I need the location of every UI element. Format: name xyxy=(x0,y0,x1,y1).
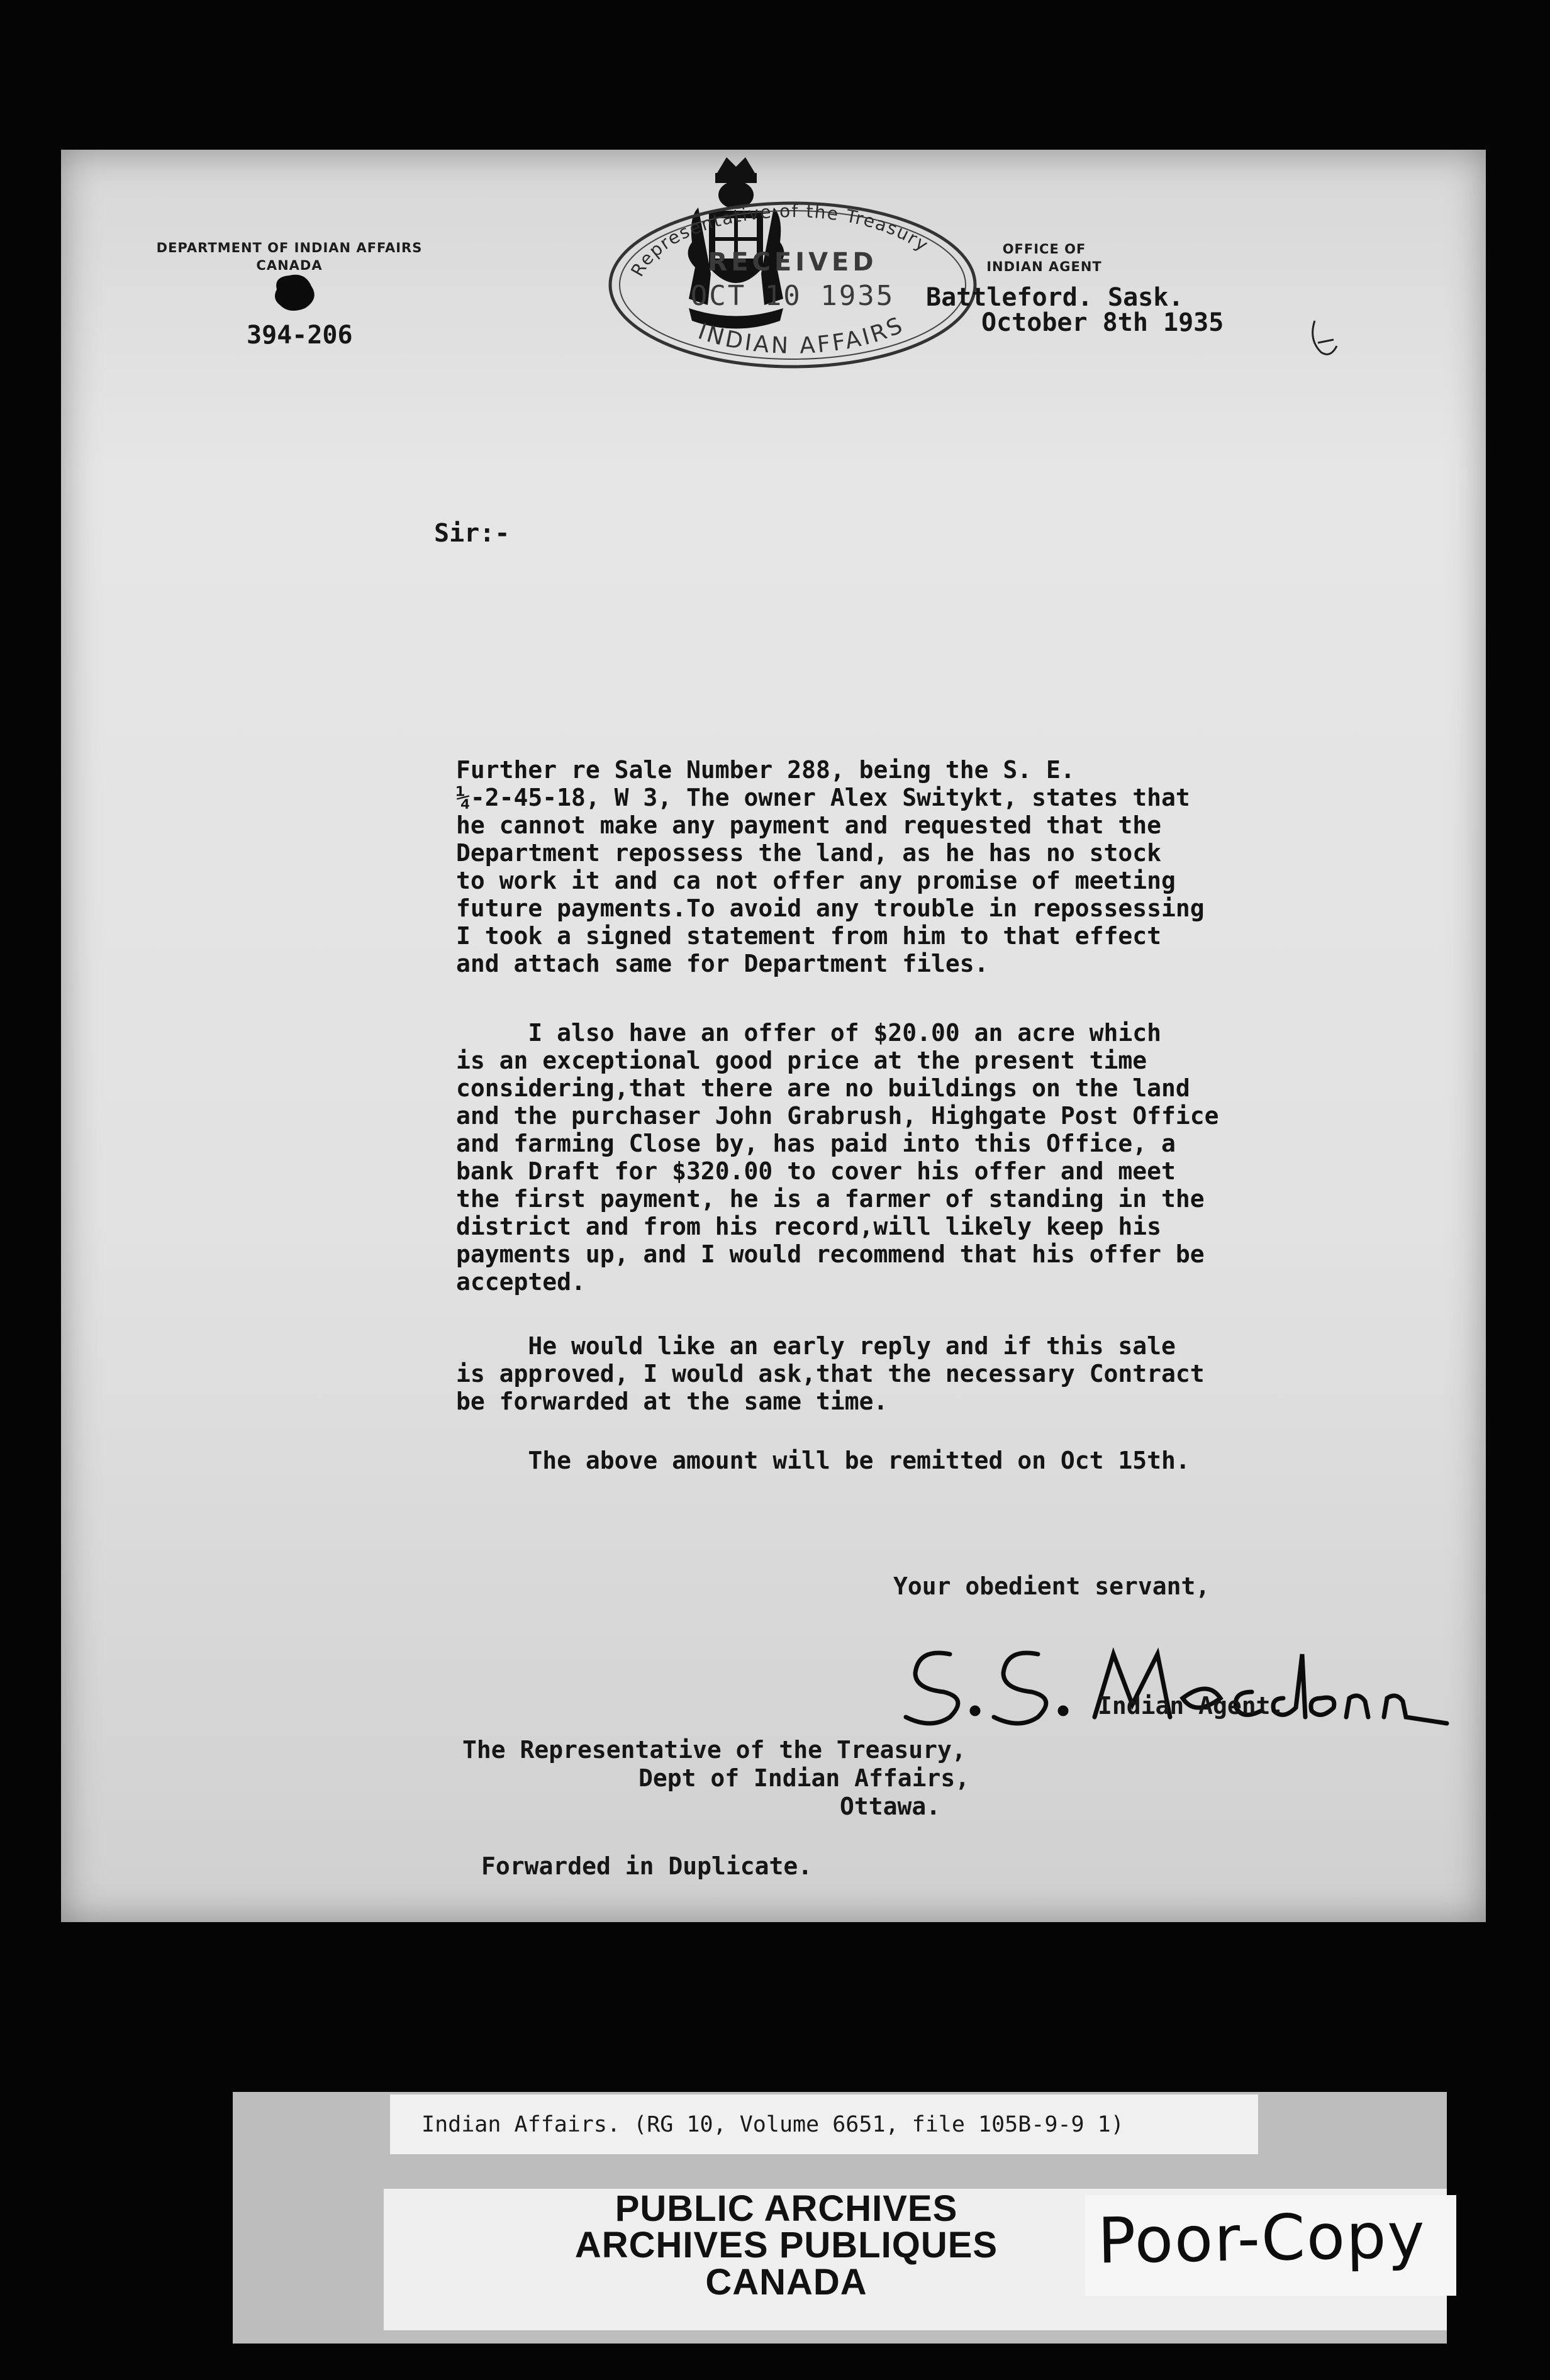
office-title: INDIAN AGENT xyxy=(986,259,1102,274)
office-label: OFFICE OF xyxy=(1002,242,1086,257)
letter-date: October 8th 1935 xyxy=(981,308,1224,337)
svg-text:INDIAN AFFAIRS xyxy=(694,311,908,359)
department-name: DEPARTMENT OF INDIAN AFFAIRS xyxy=(156,240,423,255)
body-line: to work it and ca not offer any promise of meeting xyxy=(456,867,1176,894)
stamp-bottom-text: INDIAN AFFAIRS xyxy=(694,311,909,359)
addressee-line: Dept of Indian Affairs, xyxy=(638,1764,970,1792)
department-country: CANADA xyxy=(256,258,323,273)
stamp-top-text: Representative of the Treasury xyxy=(627,200,933,281)
copy-quality-note: Poor-Copy xyxy=(1097,2198,1427,2278)
body-line: ¼-2-45-18, W 3, The owner Alex Switykt, states that xyxy=(456,784,1190,811)
closing-line: Your obedient servant, xyxy=(893,1572,1210,1600)
body-line: bank Draft for $320.00 to cover his offer and meet xyxy=(456,1157,1176,1185)
addressee-line: The Representative of the Treasury, xyxy=(462,1736,966,1764)
archives-label-line: ARCHIVES PUBLIQUES xyxy=(574,2225,998,2266)
body-line: Department repossess the land, as he has no stock xyxy=(456,839,1162,867)
archives-label-line: CANADA xyxy=(705,2262,867,2303)
body-line: He would like an early reply and if this sale xyxy=(456,1332,1176,1360)
body-line: and the purchaser John Grabrush, Highgate Post Office xyxy=(456,1102,1219,1130)
body-line: and farming Close by, has paid into this Office, a xyxy=(456,1130,1176,1157)
stamp-date: OCT 10 1935 xyxy=(690,280,895,312)
body-line: district and from his record,will likely keep his xyxy=(456,1213,1162,1240)
archive-caption: Indian Affairs. (RG 10, Volume 6651, file 105B-9-9 1) xyxy=(421,2112,1124,2137)
addressee-line: Ottawa. xyxy=(840,1793,941,1820)
file-number: 394-206 xyxy=(247,321,353,350)
archives-label-line: PUBLIC ARCHIVES xyxy=(615,2188,958,2229)
body-line: be forwarded at the same time. xyxy=(456,1387,888,1415)
pencil-mark xyxy=(1302,314,1346,365)
body-line: is an exceptional good price at the present time xyxy=(456,1047,1147,1074)
body-line: the first payment, he is a farmer of standing in the xyxy=(456,1185,1205,1213)
body-line: he cannot make any payment and requested that the xyxy=(456,811,1162,839)
body-line: is approved, I would ask,that the necessary Contract xyxy=(456,1360,1205,1387)
body-line: I also have an offer of $20.00 an acre which xyxy=(456,1019,1162,1047)
signer-title: Indian Agent. xyxy=(1098,1692,1285,1720)
body-line: payments up, and I would recommend that his offer be xyxy=(456,1240,1205,1268)
salutation: Sir:- xyxy=(434,519,510,548)
body-line: accepted. xyxy=(456,1268,586,1296)
body-line: I took a signed statement from him to that effect xyxy=(456,922,1162,950)
body-line: considering,that there are no buildings on the land xyxy=(456,1074,1190,1102)
body-line: future payments.To avoid any trouble in repossessing xyxy=(456,894,1205,922)
body-line: The above amount will be remitted on Oct 15th. xyxy=(456,1447,1190,1474)
body-line: Further re Sale Number 288, being the S. E. xyxy=(456,756,1075,784)
body-line: and attach same for Department files. xyxy=(456,950,989,977)
forwarded-note: Forwarded in Duplicate. xyxy=(481,1852,813,1880)
letter-place: Battleford. Sask. xyxy=(926,283,1184,312)
handwritten-signature xyxy=(881,1629,1466,1736)
stamp-received-text: RECEIVED xyxy=(708,248,878,277)
ink-blot xyxy=(270,270,321,314)
